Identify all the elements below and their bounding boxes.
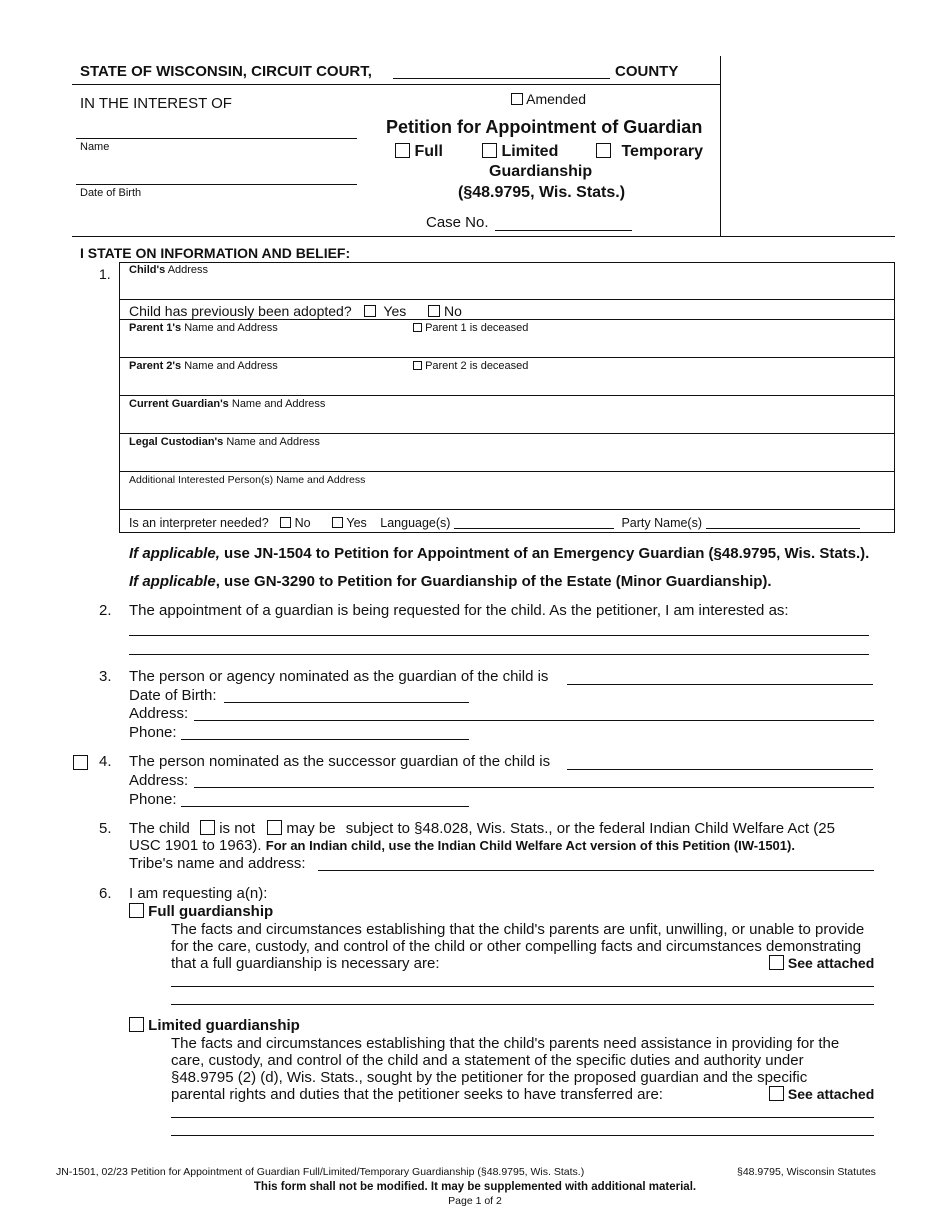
item3-text: The person or agency nominated as the guardian of the child is bbox=[129, 668, 549, 685]
row-divider bbox=[119, 357, 895, 358]
limited-see-attached-option[interactable] bbox=[769, 1086, 874, 1102]
dob-line[interactable] bbox=[76, 184, 357, 185]
limited-label: Limited bbox=[501, 143, 559, 160]
full-facts-line-1[interactable] bbox=[171, 986, 874, 987]
header-divider bbox=[720, 56, 721, 236]
interpreter-no-checkbox[interactable] bbox=[280, 517, 291, 528]
interested-as-line-1[interactable] bbox=[129, 635, 869, 636]
nominated-address-field[interactable] bbox=[194, 720, 874, 721]
county-label: COUNTY bbox=[615, 63, 679, 80]
full-see-attached-option[interactable] bbox=[769, 955, 874, 971]
applicable-emergency-note bbox=[129, 545, 869, 562]
adopted-question: Child has previously been adopted? bbox=[129, 303, 352, 319]
applicable1-italic: If applicable, bbox=[129, 545, 220, 562]
parent1-label-rest: Name and Address bbox=[184, 322, 278, 334]
item5-number: 5. bbox=[99, 820, 112, 837]
limited-facts-line-1[interactable] bbox=[171, 1117, 874, 1118]
adopted-yes-label: Yes bbox=[383, 303, 407, 319]
footer-page-number: Page 1 of 2 bbox=[448, 1195, 502, 1207]
successor-address-field[interactable] bbox=[194, 787, 874, 788]
limited-see-attached-checkbox[interactable] bbox=[769, 1086, 784, 1101]
tribe-field[interactable] bbox=[318, 870, 874, 871]
full-option[interactable] bbox=[395, 143, 443, 161]
parent2-deceased-label: Parent 2 is deceased bbox=[425, 360, 529, 372]
item3-phone-label: Phone: bbox=[129, 724, 177, 741]
item4-phone-label: Phone: bbox=[129, 791, 177, 808]
applicable1-text: use JN-1504 to Petition for Appointment of an Emergency Guardian (§48.9795, Wis. Stats.). bbox=[224, 545, 870, 562]
limited-guardianship-label: Limited guardianship bbox=[148, 1017, 300, 1034]
parent1-deceased-label: Parent 1 is deceased bbox=[425, 322, 529, 334]
applicable2-text: , use GN-3290 to Petition for Guardianship of the Estate (Minor Guardianship). bbox=[215, 573, 772, 590]
is-not-label: is not bbox=[219, 820, 256, 837]
county-blank[interactable] bbox=[393, 78, 610, 79]
row-divider bbox=[119, 471, 895, 472]
item3-number: 3. bbox=[99, 668, 112, 685]
full-text-3: that a full guardianship is necessary are: bbox=[171, 955, 440, 972]
limited-text-2: care, custody, and control of the child and a statement of the specific duties and authority under bbox=[171, 1052, 804, 1069]
limited-guardianship-option[interactable] bbox=[129, 1017, 300, 1034]
full-guardianship-checkbox[interactable] bbox=[129, 903, 144, 918]
temporary-option[interactable] bbox=[596, 143, 703, 161]
item4-number: 4. bbox=[99, 753, 112, 770]
amended-checkbox[interactable] bbox=[511, 93, 523, 105]
full-see-attached-label: See attached bbox=[787, 955, 875, 971]
footer-notice: This form shall not be modified. It may be supplemented with additional material. bbox=[253, 1181, 697, 1193]
full-text-2: for the care, custody, and control of the child or other compelling facts and circumstances demonstrating bbox=[171, 938, 862, 955]
limited-checkbox[interactable] bbox=[482, 143, 497, 158]
item5-line2 bbox=[129, 837, 795, 854]
amended-label: Amended bbox=[526, 91, 587, 107]
successor-phone-field[interactable] bbox=[181, 806, 469, 807]
form-title: Petition for Appointment of Guardian bbox=[386, 117, 703, 137]
applicable-estate-note bbox=[129, 573, 772, 590]
limited-see-attached-label: See attached bbox=[787, 1086, 875, 1102]
full-checkbox[interactable] bbox=[395, 143, 410, 158]
item4-checkbox[interactable] bbox=[73, 755, 88, 770]
court-prefix: STATE OF WISCONSIN, CIRCUIT COURT, bbox=[80, 63, 372, 80]
item3-dob-label: Date of Birth: bbox=[129, 687, 217, 704]
adopted-no-checkbox[interactable] bbox=[428, 305, 440, 317]
parent2-field[interactable] bbox=[129, 360, 278, 372]
footer-statute: §48.9795, Wisconsin Statutes bbox=[737, 1166, 876, 1178]
adopted-row bbox=[129, 303, 462, 319]
full-text-1: The facts and circumstances establishing that the child's parents are unfit, unwilling, or unable to provide bbox=[171, 921, 865, 938]
full-see-attached-checkbox[interactable] bbox=[769, 955, 784, 970]
item6-intro: I am requesting a(n): bbox=[129, 885, 268, 902]
footer-form-id: JN-1501, 02/23 Petition for Appointment of Guardian Full/Limited/Temporary Guardianship (§48.9795, Wis. Stats.) bbox=[56, 1166, 585, 1178]
legal-custodian-field[interactable] bbox=[129, 436, 320, 448]
parent1-label-bold: Parent 1's bbox=[129, 322, 182, 334]
item5-indian-child-note: For an Indian child, use the Indian Child Welfare Act version of this Petition (IW-1501). bbox=[265, 838, 795, 853]
nominated-dob-field[interactable] bbox=[224, 702, 469, 703]
adopted-yes-checkbox[interactable] bbox=[364, 305, 376, 317]
current-guardian-field[interactable] bbox=[129, 398, 325, 410]
limited-text-3: §48.9795 (2) (d), Wis. Stats., sought by the petitioner for the proposed guardian and the specific bbox=[171, 1069, 808, 1086]
row-divider bbox=[119, 299, 895, 300]
row-divider bbox=[119, 509, 895, 510]
case-no-field[interactable] bbox=[495, 230, 632, 231]
full-guardianship-label: Full guardianship bbox=[148, 903, 274, 920]
child-address-field[interactable] bbox=[129, 264, 208, 276]
guardian-label-rest: Name and Address bbox=[231, 398, 326, 410]
limited-option[interactable] bbox=[482, 143, 558, 161]
guardianship-word: Guardianship bbox=[489, 163, 593, 180]
item5-line1 bbox=[129, 820, 835, 837]
item5-the-child: The child bbox=[129, 820, 190, 837]
successor-guardian-field[interactable] bbox=[567, 769, 873, 770]
item5-rest2a: USC 1901 to 1963). bbox=[129, 837, 262, 854]
item2-text: The appointment of a guardian is being requested for the child. As the petitioner, I am interested as: bbox=[129, 602, 789, 619]
parent1-deceased-option[interactable] bbox=[413, 322, 528, 334]
icwa-is-not-checkbox[interactable] bbox=[200, 820, 215, 835]
icwa-may-be-checkbox[interactable] bbox=[267, 820, 282, 835]
section-heading: I STATE ON INFORMATION AND BELIEF: bbox=[80, 245, 351, 261]
temporary-checkbox[interactable] bbox=[596, 143, 611, 158]
party-name-field[interactable] bbox=[706, 514, 860, 529]
parent1-field[interactable] bbox=[129, 322, 278, 334]
item4-text: The person nominated as the successor guardian of the child is bbox=[129, 753, 551, 770]
nominated-guardian-field[interactable] bbox=[567, 684, 873, 685]
interpreter-yes-checkbox[interactable] bbox=[332, 517, 343, 528]
nominated-phone-field[interactable] bbox=[181, 739, 469, 740]
custodian-label-rest: Name and Address bbox=[226, 436, 320, 448]
may-be-label: may be bbox=[286, 820, 336, 837]
parent2-label-rest: Name and Address bbox=[184, 360, 278, 372]
amended-option[interactable] bbox=[511, 91, 586, 107]
interested-as-line-2[interactable] bbox=[129, 654, 869, 655]
name-label: Name bbox=[80, 141, 110, 153]
row-divider bbox=[119, 433, 895, 434]
interpreter-row bbox=[129, 514, 860, 530]
item2-number: 2. bbox=[99, 602, 112, 619]
party-name-label: Party Name(s) bbox=[621, 516, 703, 530]
form-statute: (§48.9795, Wis. Stats.) bbox=[458, 184, 626, 201]
dob-label: Date of Birth bbox=[80, 187, 142, 199]
additional-persons-field[interactable]: Additional Interested Person(s) Name and Address bbox=[129, 474, 366, 486]
guardian-label-bold: Current Guardian's bbox=[129, 398, 229, 410]
item6-number: 6. bbox=[99, 885, 112, 902]
limited-text-1: The facts and circumstances establishing that the child's parents need assistance in providing for the bbox=[171, 1035, 840, 1052]
limited-text-4: parental rights and duties that the petitioner seeks to have transferred are: bbox=[171, 1086, 663, 1103]
parent2-deceased-checkbox[interactable] bbox=[413, 361, 422, 370]
full-label: Full bbox=[414, 143, 443, 160]
row-divider bbox=[119, 319, 895, 320]
item3-address-label: Address: bbox=[129, 705, 189, 722]
interpreter-question: Is an interpreter needed? bbox=[129, 516, 269, 530]
case-no-label: Case No. bbox=[426, 214, 489, 231]
interest-label: IN THE INTEREST OF bbox=[80, 95, 232, 112]
parent2-deceased-option[interactable] bbox=[413, 360, 528, 372]
header-rule bbox=[72, 84, 720, 85]
interpreter-yes-label: Yes bbox=[346, 516, 367, 530]
parent1-deceased-checkbox[interactable] bbox=[413, 323, 422, 332]
limited-guardianship-checkbox[interactable] bbox=[129, 1017, 144, 1032]
name-line[interactable] bbox=[76, 138, 357, 139]
child-label-bold: Child's bbox=[129, 264, 166, 276]
language-field[interactable] bbox=[454, 514, 614, 529]
language-label: Language(s) bbox=[380, 516, 451, 530]
row-divider bbox=[119, 395, 895, 396]
parent2-label-bold: Parent 2's bbox=[129, 360, 182, 372]
item5-rest1: subject to §48.028, Wis. Stats., or the federal Indian Child Welfare Act (25 bbox=[345, 820, 835, 837]
header-bottom-rule bbox=[72, 236, 895, 237]
temporary-label: Temporary bbox=[621, 143, 703, 160]
tribe-label: Tribe's name and address: bbox=[129, 855, 306, 872]
item1-number: 1. bbox=[99, 266, 111, 282]
full-guardianship-option[interactable] bbox=[129, 903, 273, 920]
interpreter-no-label: No bbox=[294, 516, 311, 530]
custodian-label-bold: Legal Custodian's bbox=[129, 436, 224, 448]
item4-address-label: Address: bbox=[129, 772, 189, 789]
adopted-no-label: No bbox=[444, 303, 462, 319]
limited-facts-line-2[interactable] bbox=[171, 1135, 874, 1136]
applicable2-italic: If applicable bbox=[129, 573, 216, 590]
child-label-rest: Address bbox=[167, 264, 209, 276]
full-facts-line-2[interactable] bbox=[171, 1004, 874, 1005]
